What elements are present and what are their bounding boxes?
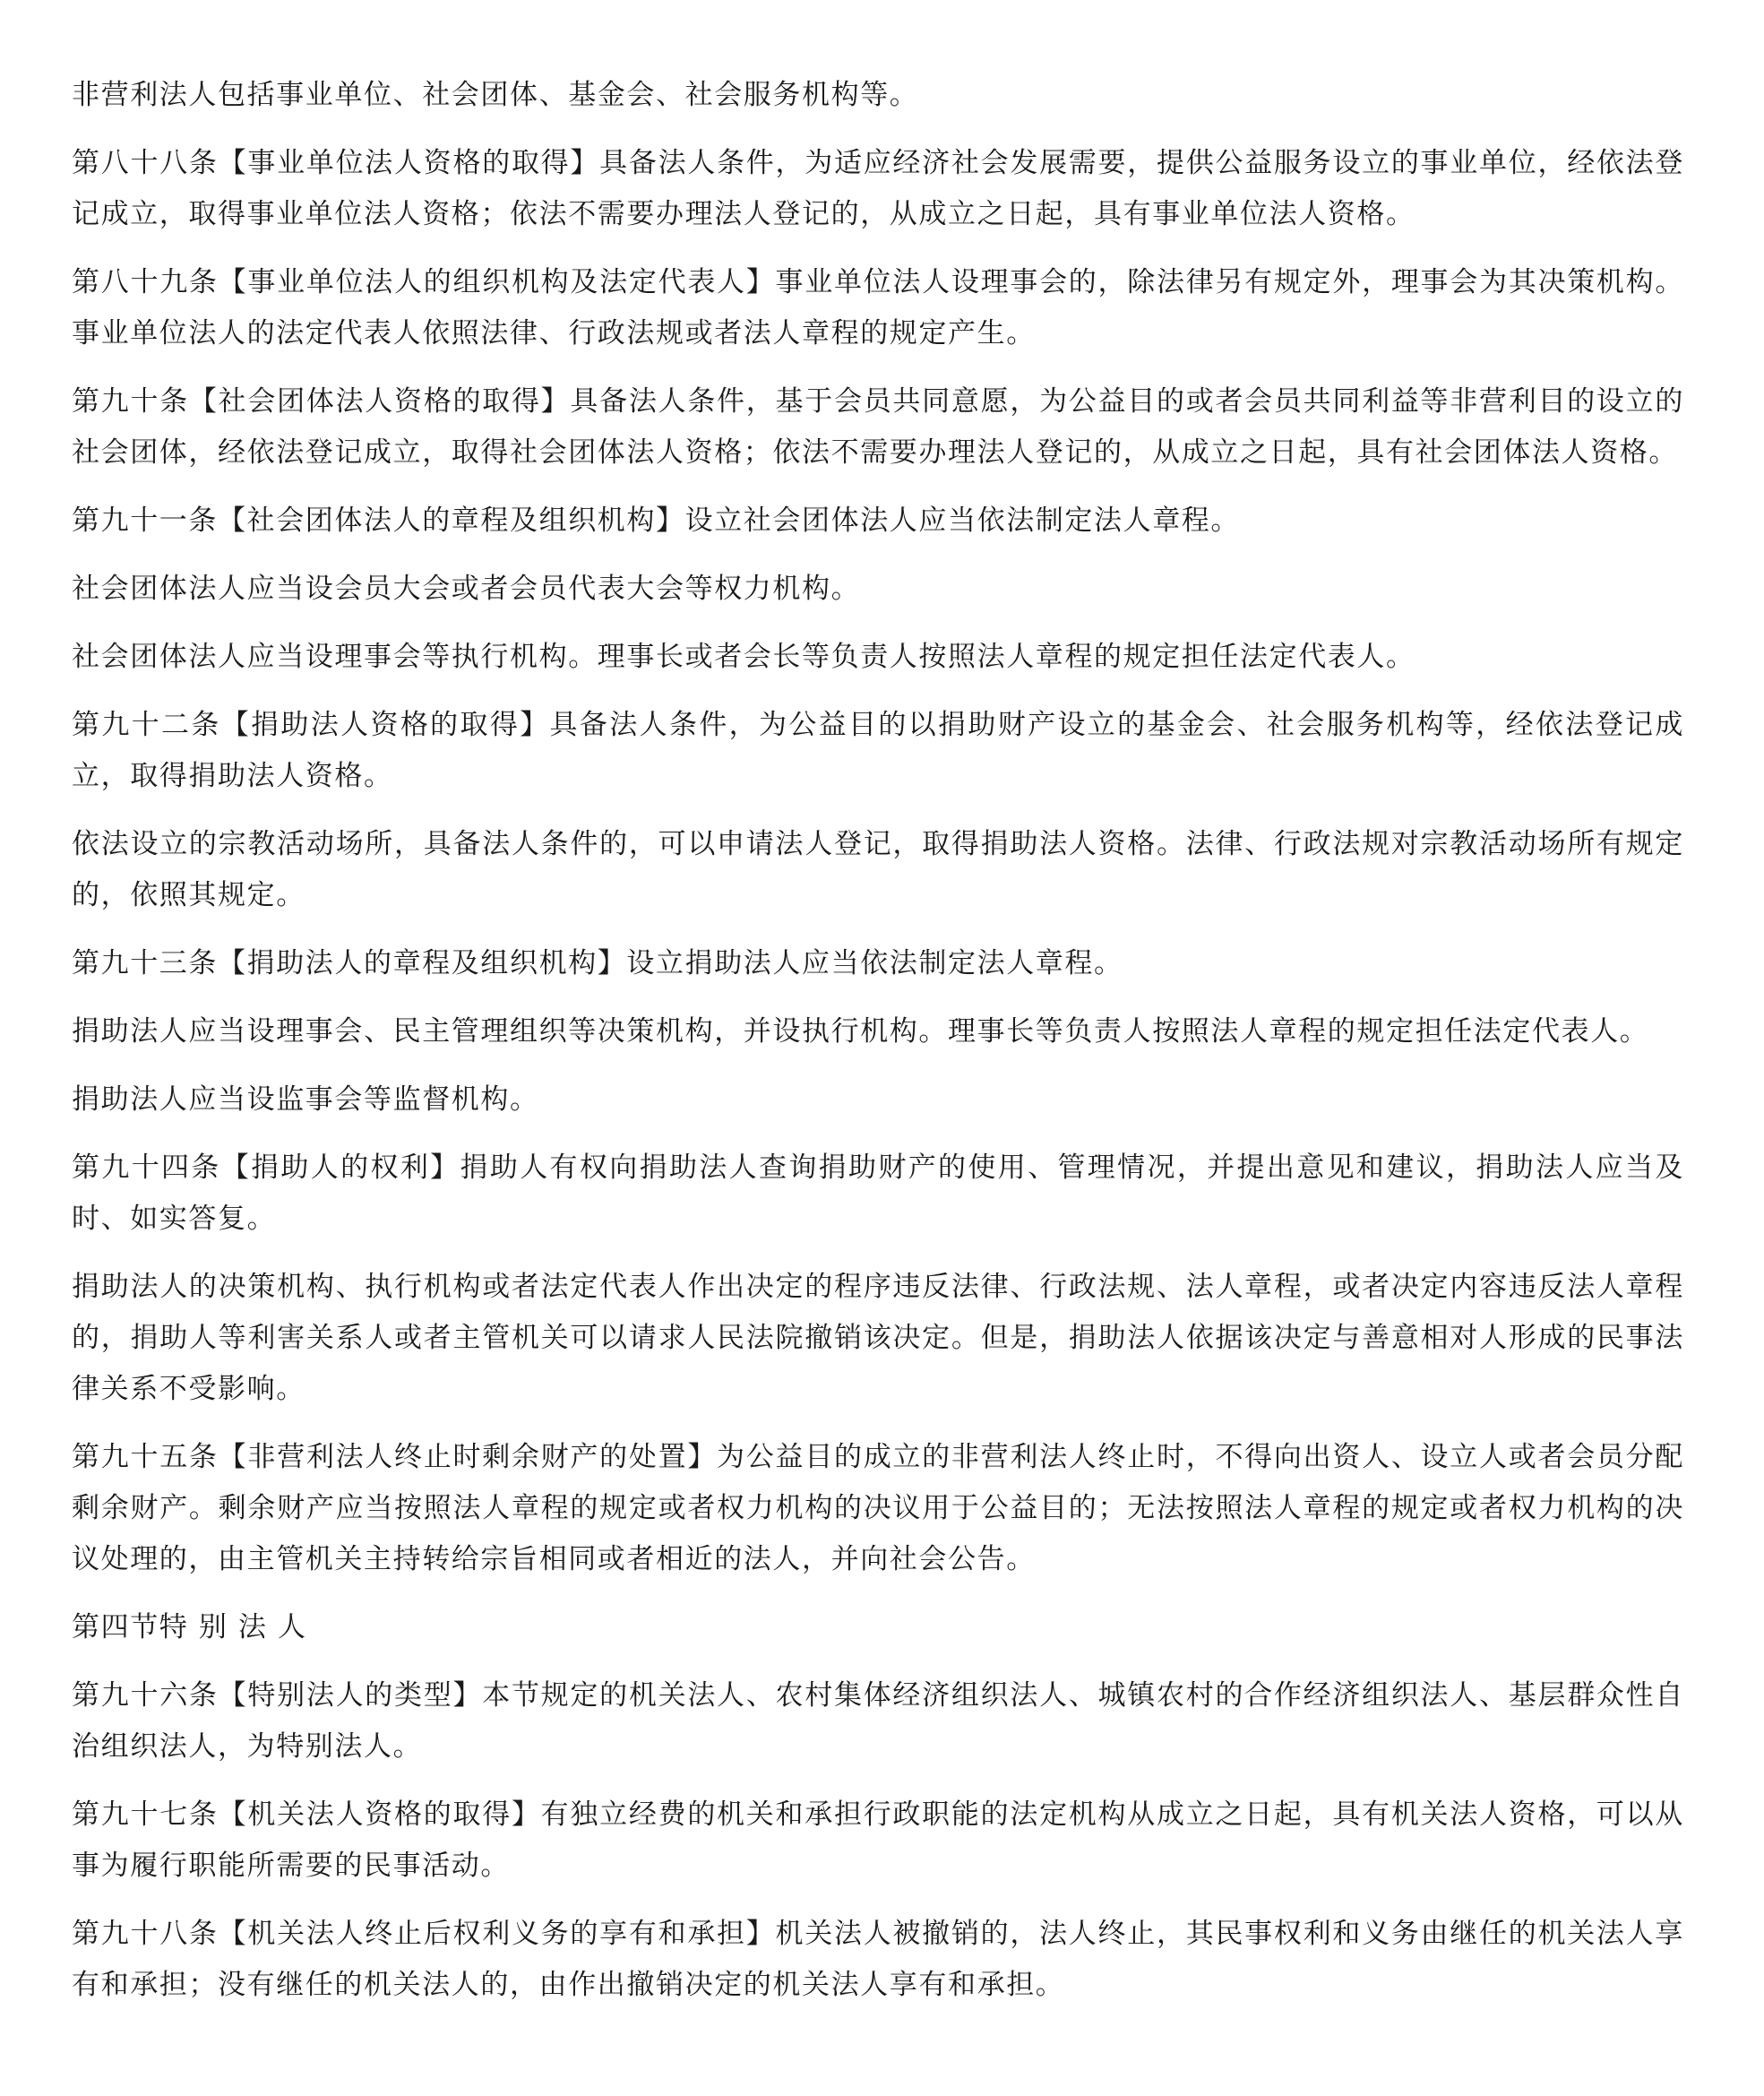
article-93: 第九十三条【捐助法人的章程及组织机构】设立捐助法人应当依法制定法人章程。 bbox=[72, 947, 1123, 979]
article-88: 第八十八条【事业单位法人资格的取得】具备法人条件，为适应经济社会发展需要，提供公益服务设立的事业单位，经依法登记成立，取得事业单位法人资格；依法不需要办理法人登记的，从成立之日起，具有事业单位法人资格。 bbox=[72, 147, 1684, 230]
article-96: 第九十六条【特别法人的类型】本节规定的机关法人、农村集体经济组织法人、城镇农村的合作经济组织法人、基层群众性自治组织法人，为特别法人。 bbox=[72, 1679, 1684, 1763]
article-97: 第九十七条【机关法人资格的取得】有独立经费的机关和承担行政职能的法定机构从成立之日起，具有机关法人资格，可以从事为履行职能所需要的民事活动。 bbox=[72, 1798, 1684, 1882]
article-92: 第九十二条【捐助法人资格的取得】具备法人条件，为公益目的以捐助财产设立的基金会、社会服务机构等，经依法登记成立，取得捐助法人资格。 bbox=[72, 709, 1684, 792]
article-94-clause-2: 捐助法人的决策机构、执行机构或者法定代表人作出决定的程序违反法律、行政法规、法人章程，或者决定内容违反法人章程的，捐助人等利害关系人或者主管机关可以请求人民法院撤销该决定。但是，捐助法人依据该决定与善意相对人形成的民事法律关系不受影响。 bbox=[72, 1271, 1684, 1405]
article-91-clause-3: 社会团体法人应当设理事会等执行机构。理事长或者会长等负责人按照法人章程的规定担任法定代表人。 bbox=[72, 641, 1416, 673]
document-page bbox=[72, 70, 1684, 2028]
article-94: 第九十四条【捐助人的权利】捐助人有权向捐助法人查询捐助财产的使用、管理情况，并提出意见和建议，捐助法人应当及时、如实答复。 bbox=[72, 1152, 1684, 1235]
article-93-clause-3: 捐助法人应当设监事会等监督机构。 bbox=[72, 1083, 539, 1116]
article-91-clause-2: 社会团体法人应当设会员大会或者会员代表大会等权力机构。 bbox=[72, 573, 861, 605]
article-90: 第九十条【社会团体法人资格的取得】具备法人条件，基于会员共同意愿，为公益目的或者会员共同利益等非营利目的设立的社会团体，经依法登记成立，取得社会团体法人资格；依法不需要办理法人登记的，从成立之日起，具有社会团体法人资格。 bbox=[72, 385, 1684, 469]
article-89: 第八十九条【事业单位法人的组织机构及法定代表人】事业单位法人设理事会的，除法律另有规定外，理事会为其决策机构。事业单位法人的法定代表人依照法律、行政法规或者法人章程的规定产生。 bbox=[72, 266, 1684, 349]
paragraph-nonprofit-types: 非营利法人包括事业单位、社会团体、基金会、社会服务机构等。 bbox=[72, 79, 919, 111]
article-92-clause-2: 依法设立的宗教活动场所，具备法人条件的，可以申请法人登记，取得捐助法人资格。法律、行政法规对宗教活动场所有规定的，依照其规定。 bbox=[72, 828, 1684, 911]
article-91: 第九十一条【社会团体法人的章程及组织机构】设立社会团体法人应当依法制定法人章程。 bbox=[72, 505, 1240, 537]
article-95: 第九十五条【非营利法人终止时剩余财产的处置】为公益目的成立的非营利法人终止时，不得向出资人、设立人或者会员分配剩余财产。剩余财产应当按照法人章程的规定或者权力机构的决议用于公益目的；无法按照法人章程的规定或者权力机构的决议处理的，由主管机关主持转给宗旨相同或者相近的法人，并向社会公告。 bbox=[72, 1441, 1684, 1575]
article-93-clause-2: 捐助法人应当设理事会、民主管理组织等决策机构，并设执行机构。理事长等负责人按照法人章程的规定担任法定代表人。 bbox=[72, 1015, 1649, 1048]
article-98: 第九十八条【机关法人终止后权利义务的享有和承担】机关法人被撤销的，法人终止，其民事权利和义务由继任的机关法人享有和承担；没有继任的机关法人的，由作出撤销决定的机关法人享有和承担。 bbox=[72, 1918, 1684, 2001]
section-heading-special-legal-persons: 第四节特 别 法 人 bbox=[72, 1611, 307, 1643]
